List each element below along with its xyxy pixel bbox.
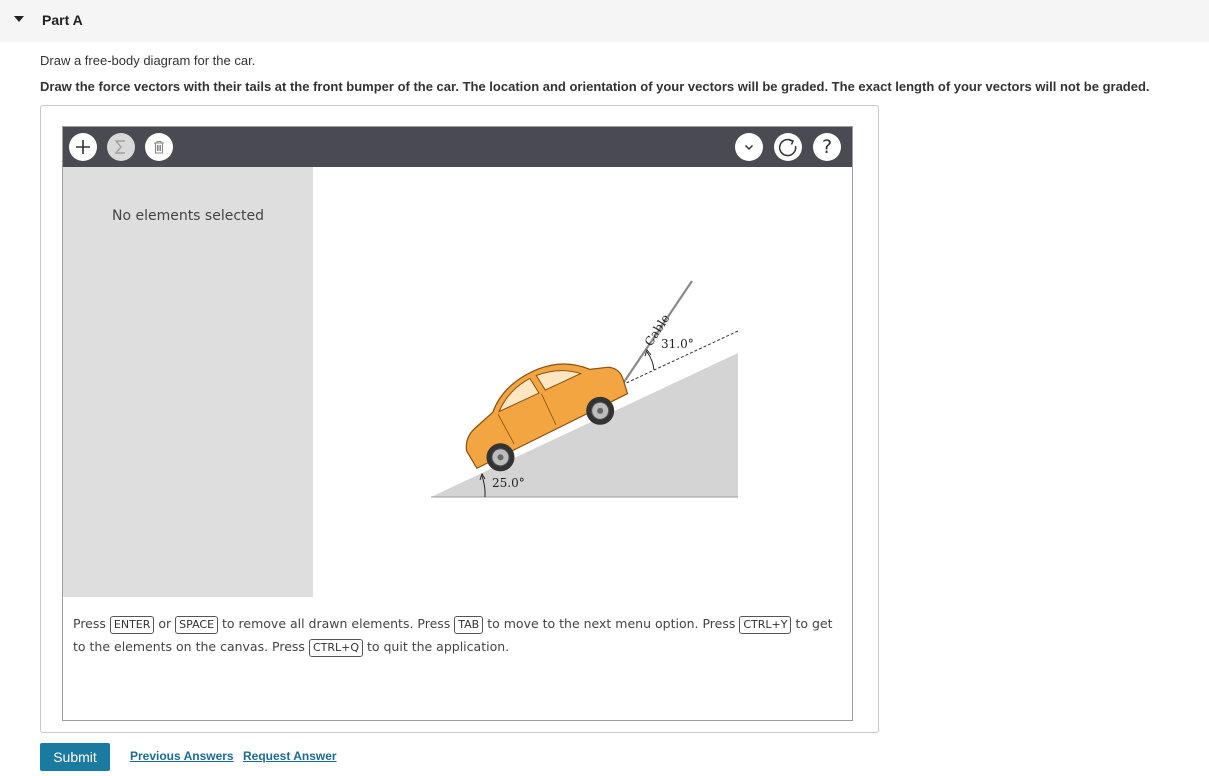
kbd-enter: ENTER [110,616,155,634]
kbd-tab: TAB [454,616,483,634]
kb-text-segment: or [158,616,172,631]
options-dropdown-button[interactable] [735,133,763,161]
reset-icon [777,136,799,158]
incline-diagram [425,257,745,517]
toolbar [63,127,852,167]
request-answer-link[interactable]: Request Answer [243,749,337,763]
kb-text-segment: to remove all drawn elements. Press [222,616,451,631]
kb-text-segment: Press [73,616,106,631]
instruction-bold-text: Draw the force vectors with their tails at the front bumper of the car. The location and orientation of your vectors will be graded. The exact length of your vectors will not be graded. [40,79,1150,94]
help-button[interactable] [813,133,841,161]
incline-car-figure[interactable] [425,257,745,517]
incline-angle-label: 25.0° [492,476,525,490]
kbd-ctrl-q: CTRL+Q [309,639,363,657]
sigma-icon [113,139,129,155]
part-header[interactable] [0,0,1209,42]
add-vector-button[interactable] [69,133,97,161]
chevron-down-icon [743,141,755,153]
kbd-ctrl-y: CTRL+Y [739,616,791,634]
cable-label: Cable [641,311,673,349]
vector-drawing-tool [62,126,853,721]
kb-text-segment: to get to the elements on the canvas. Press [73,616,833,654]
help-icon: ? [821,135,833,158]
previous-answers-link[interactable]: Previous Answers [130,749,234,763]
plus-icon [74,138,92,156]
kbd-space: SPACE [175,616,218,634]
instruction-text: Draw a free-body diagram for the car. [40,53,256,68]
collapse-caret-icon[interactable] [14,16,24,22]
kb-text-segment: to move to the next menu option. Press [487,616,736,631]
keyboard-instructions [73,612,833,658]
reset-button[interactable] [774,133,802,161]
delete-button[interactable] [145,133,173,161]
kb-text-segment: to quit the application. [366,639,510,654]
vector-sum-button[interactable] [107,133,135,161]
no-elements-message: No elements selected [111,208,265,224]
properties-sidebar [63,167,313,597]
cable-angle-label: 31.0° [661,337,694,351]
trash-icon [151,139,167,155]
submit-button[interactable]: Submit [40,743,110,771]
part-title: Part A [42,12,83,28]
